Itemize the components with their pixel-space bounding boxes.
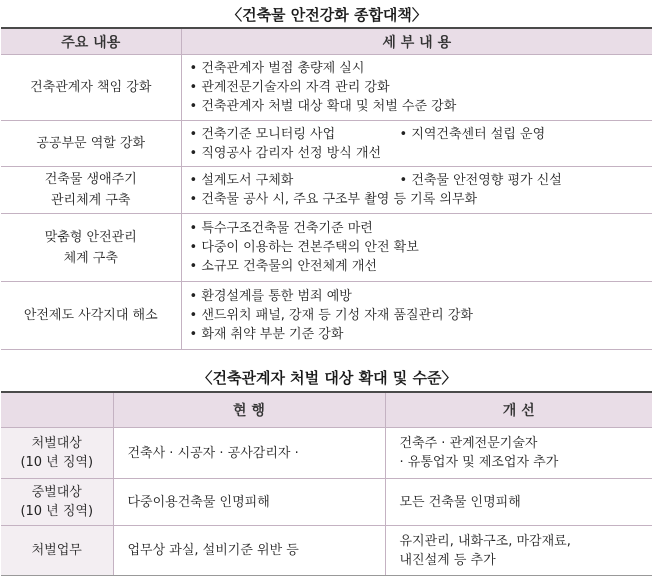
row-label: 건축관계자 책임 강화: [1, 55, 181, 121]
current-cell: 다중이용건축물 인명피해: [113, 479, 385, 526]
improved-line: 내진설계 등 추가: [399, 552, 496, 568]
table-header-row: [1, 28, 652, 55]
improved-line: 모든 건축물 인명피해: [399, 494, 521, 510]
table-header-row: [1, 392, 652, 428]
row-label-line: (10 년 징역): [20, 455, 94, 470]
detail-item: • 건축관계자 처벌 대상 확대 및 처벌 수준 강화: [190, 97, 647, 116]
improved-cell: [385, 526, 652, 576]
detail-item: • 설계도서 구체화: [190, 171, 400, 190]
row-label-line: 처벌대상: [31, 436, 82, 451]
row-details: [181, 121, 652, 167]
punishment-comparison-table: [1, 391, 652, 576]
table-row: [1, 526, 652, 576]
improved-line: 건축주 · 관계전문기술자: [399, 436, 538, 451]
row-details: [181, 167, 652, 214]
row-details: [181, 282, 652, 350]
row-label-line: 체계 구축: [63, 250, 118, 266]
detail-item: • 건축물 안전영향 평가 신설: [400, 171, 562, 190]
table-row: [1, 428, 652, 479]
detail-item: • 건축관계자 벌점 총량제 실시: [190, 59, 647, 78]
detail-item: • 건축기준 모니터링 사업: [190, 125, 400, 144]
row-label: 공공부문 역할 강화: [1, 121, 181, 167]
improved-line: · 유통업자 및 제조업자 추가: [399, 455, 559, 470]
row-label-line: 건축물 생애주기: [44, 172, 137, 187]
table-row: [1, 55, 652, 121]
improved-cell: [385, 479, 652, 526]
detail-item: • 관계전문기술자의 자격 관리 강화: [190, 78, 647, 97]
row-details: [181, 214, 652, 282]
table1-title: 〈건축물 안전강화 종합대책〉: [227, 6, 427, 24]
table-row: [1, 167, 652, 214]
safety-measures-table: [1, 27, 652, 350]
column-header-blank: [1, 392, 113, 428]
detail-item-pair: [190, 125, 647, 144]
detail-item: • 다중이 이용하는 견본주택의 안전 확보: [190, 238, 647, 257]
row-label: [1, 167, 181, 214]
row-label-line: 맞춤형 안전관리: [44, 229, 137, 245]
row-label-line: (10 년 징역): [20, 504, 94, 519]
detail-item-pair: [190, 171, 647, 190]
row-label: 안전제도 사각지대 해소: [1, 282, 181, 350]
current-cell: 건축사 · 시공자 · 공사감리자 ·: [113, 428, 385, 479]
row-label-line: 중벌대상: [31, 485, 82, 500]
table-row: [1, 214, 652, 282]
detail-item: • 소규모 건축물의 안전체계 개선: [190, 257, 647, 276]
row-label: [1, 428, 113, 479]
column-header-main: 주요 내용: [1, 28, 181, 55]
detail-item: • 환경설계를 통한 범죄 예방: [190, 287, 647, 306]
detail-item: • 지역건축센터 설립 운영: [400, 125, 546, 144]
column-header-current: 현 행: [113, 392, 385, 428]
improved-line: 유지관리, 내화구조, 마감재료,: [399, 533, 571, 549]
table-row: [1, 479, 652, 526]
current-cell: 업무상 과실, 설비기준 위반 등: [113, 526, 385, 576]
row-label-line: 관리체계 구축: [51, 193, 131, 208]
detail-item: • 건축물 공사 시, 주요 구조부 촬영 등 기록 의무화: [190, 190, 647, 209]
detail-item: • 특수구조건축물 건축기준 마련: [190, 219, 647, 238]
row-details: [181, 55, 652, 121]
detail-item: • 샌드위치 패널, 강재 등 기성 자재 품질관리 강화: [190, 306, 647, 325]
row-label: [1, 479, 113, 526]
improved-cell: [385, 428, 652, 479]
detail-item: • 직영공사 감리자 선정 방식 개선: [190, 144, 647, 163]
table-row: [1, 121, 652, 167]
column-header-improved: 개 선: [385, 392, 652, 428]
detail-item: • 화재 취약 부분 기준 강화: [190, 325, 647, 344]
table2-title: 〈건축관계자 처벌 대상 확대 및 수준〉: [197, 369, 457, 387]
table-row: [1, 282, 652, 350]
column-header-detail: 세 부 내 용: [181, 28, 652, 55]
row-label: [1, 214, 181, 282]
row-label: 처벌업무: [1, 526, 113, 576]
